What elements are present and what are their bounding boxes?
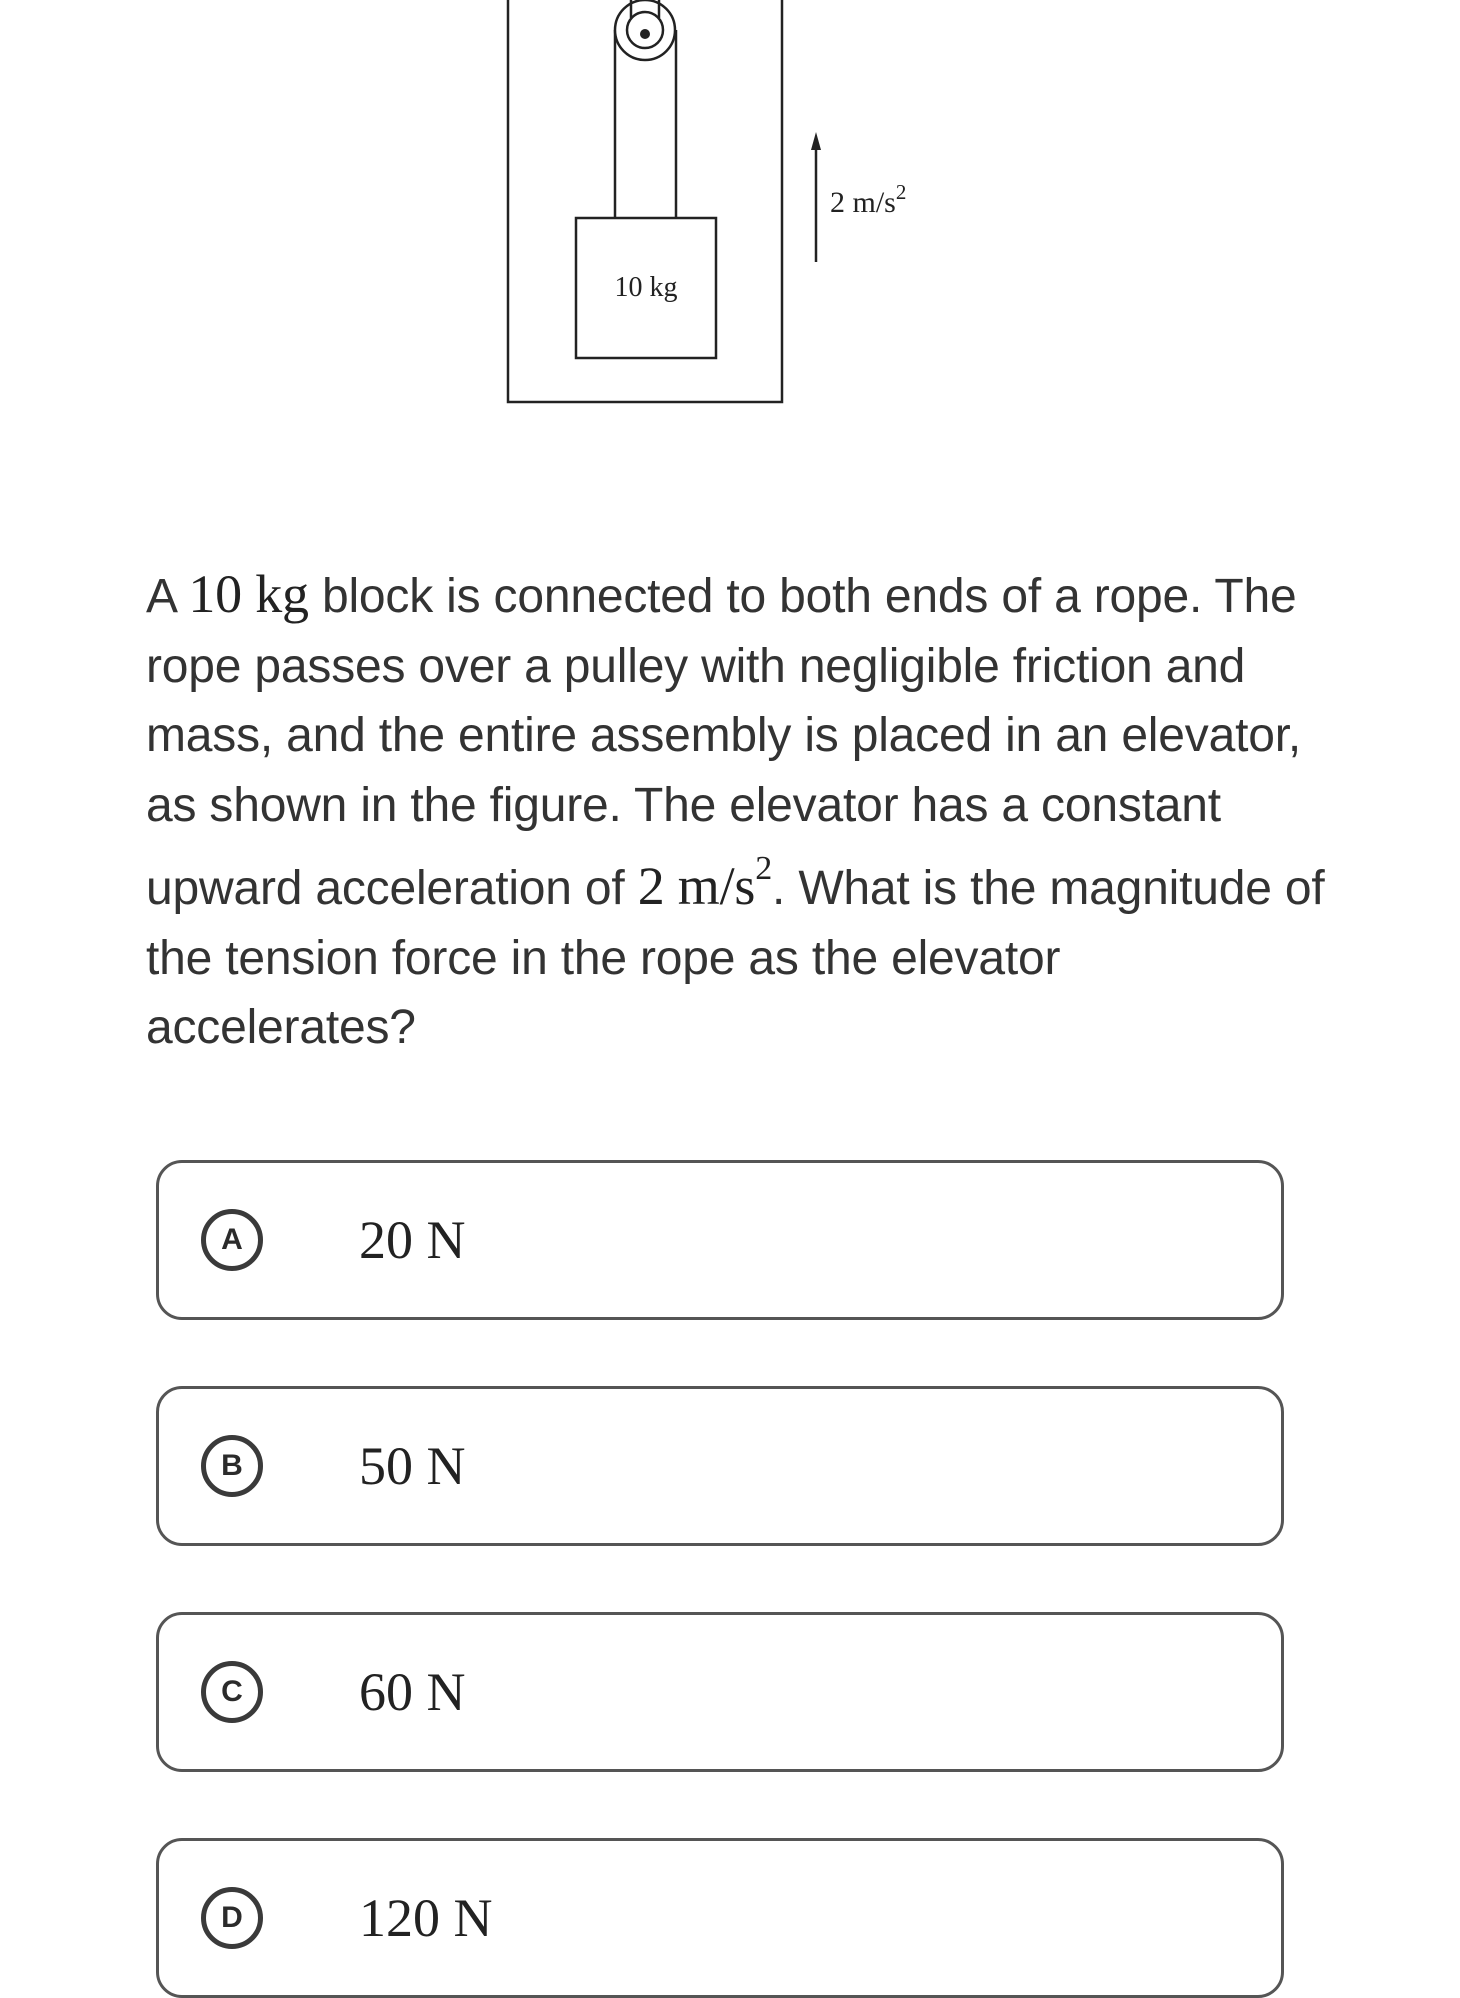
mass-label: 10 kg: [614, 272, 678, 303]
option-label: 120 N: [359, 1888, 493, 1948]
acceleration-label: 2 $m/s^2$: [830, 180, 907, 219]
elevator-figure: [0, 0, 1460, 420]
option-label: 50 N: [359, 1436, 466, 1496]
option-d[interactable]: [156, 1838, 1284, 1998]
option-letter-icon: D: [201, 1887, 263, 1949]
acceleration-arrow-icon: [811, 132, 821, 262]
option-letter-icon: B: [201, 1435, 263, 1497]
question-text: A 10 kg block is connected to both ends of a rope. The rope passes over a pulley with negligible friction and mass, and the entire assembly is placed in an elevator, as shown in the figure. The elevator has a constant upward acceleration of 2 $m/s^2$. What is the magnitude of the tension force in the rope as the elevator accelerates?: [146, 564, 1325, 1054]
option-b[interactable]: [156, 1386, 1284, 1546]
pulley-icon: [615, 0, 675, 60]
option-letter-icon: C: [201, 1661, 263, 1723]
option-letter-icon: A: [201, 1209, 263, 1271]
option-a[interactable]: [156, 1160, 1284, 1320]
option-label: 60 N: [359, 1662, 466, 1722]
option-label: 20 N: [359, 1210, 466, 1270]
option-c[interactable]: [156, 1612, 1284, 1772]
